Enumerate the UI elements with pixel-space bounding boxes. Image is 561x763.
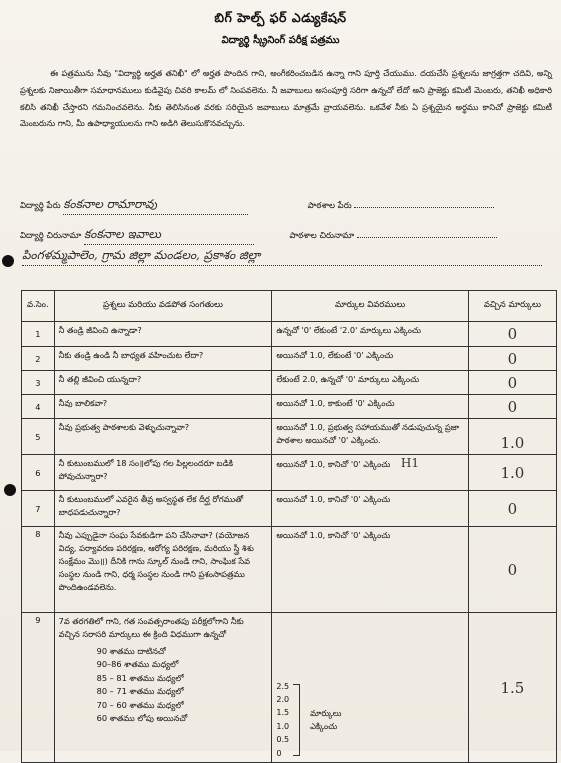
table-row xyxy=(22,455,557,491)
address-line2-row xyxy=(22,248,550,266)
scale-value: 2.0 xyxy=(276,694,290,704)
score-value: 0 xyxy=(507,349,518,368)
marks-rule-cell: అయినచో 1.0, కానిచో '0' ఎక్కించు xyxy=(272,491,468,527)
score-cell[interactable] xyxy=(468,371,556,395)
table-row xyxy=(22,395,557,419)
student-address-field[interactable] xyxy=(84,227,254,245)
address-line2-field[interactable] xyxy=(22,248,542,266)
row-number: 6 xyxy=(22,455,55,491)
score-cell[interactable] xyxy=(468,419,556,455)
marks-scale xyxy=(276,680,289,760)
table-row xyxy=(22,322,557,347)
grade-item: 90–86 శాతము మధ్యలో xyxy=(96,659,179,670)
grade-item: 70 – 60 శాతము మధ్యలో xyxy=(96,699,184,710)
col-header-serial: వ.సెం. xyxy=(22,291,55,322)
question-cell: నీవు ప్రభుత్వ పాఠశాలకు వెళ్ళుచున్నావా? xyxy=(54,419,272,455)
grade-item: 80 – 71 శాతము మధ్యలో xyxy=(96,686,184,697)
table-row xyxy=(22,527,557,613)
marks-rule-cell: ఉన్నచో '0' లేకుంటే '2.0' మార్కులు ఎక్కించు xyxy=(272,322,468,347)
score-value: 0 xyxy=(507,325,518,343)
table-row xyxy=(22,613,557,763)
punch-hole-bottom xyxy=(4,484,16,496)
row-number: 1 xyxy=(22,322,55,347)
row-number: 8 xyxy=(22,527,55,613)
table-row xyxy=(22,371,557,395)
screening-table xyxy=(21,290,557,763)
school-address-label: పాఠశాల చిరునామా xyxy=(289,231,355,241)
table-header-row xyxy=(22,291,557,322)
marks-rule-text: అయినచో 1.0, కానిచో '0' ఎక్కించు xyxy=(276,459,391,469)
score-cell[interactable] xyxy=(468,455,556,491)
row-number: 3 xyxy=(22,371,55,395)
form-subtitle: విద్యార్థి స్క్రీనింగ్ పరీక్ష పత్రము xyxy=(221,35,340,46)
scale-value: 1.5 xyxy=(276,708,290,718)
question-cell: నీకు తండ్రి ఉండి నీ బాధ్యత వహించుట లేదా? xyxy=(54,347,272,371)
student-address-value: కంకనాల ఇవాలు xyxy=(84,227,161,241)
table-row xyxy=(22,347,557,371)
score-cell[interactable] xyxy=(468,613,556,763)
scale-value: 0 xyxy=(276,748,282,758)
score-value: 1.5 xyxy=(500,678,525,697)
table-row xyxy=(22,491,557,527)
marks-rule-cell: అయినచో 1.0, కాకుంటే '0' ఎక్కించు xyxy=(272,395,468,419)
student-name-value: కంకనాల రామారావు xyxy=(63,197,157,211)
student-address-label: విద్యార్థి చిరునామా xyxy=(20,231,82,241)
address-line2-value: పింగళమ్మపాలెం, గ్రామ జిల్లా మండలం, ప్రకాశం జిల్లా xyxy=(22,248,261,262)
score-cell[interactable] xyxy=(468,322,556,347)
grade-item: 85 – 81 శాతము మధ్యలో xyxy=(96,672,184,683)
col-header-marks-details: మార్కుల వివరములు xyxy=(272,291,468,322)
score-value: 1.0 xyxy=(500,434,525,452)
score-value: 0 xyxy=(507,499,518,518)
question-cell xyxy=(54,613,272,763)
score-value: 0 xyxy=(507,373,518,392)
score-value: 0 xyxy=(507,397,518,416)
row-number: 2 xyxy=(22,347,55,371)
question-cell: నీ కుటుంబములో 18 సం॥లోపు గల పిల్లలందరూ బడికి పోవుచున్నారా? xyxy=(54,455,272,491)
score-value: 0 xyxy=(507,560,518,579)
school-name-label: పాఠశాల పేరు xyxy=(307,201,352,211)
scale-bracket xyxy=(293,684,300,756)
question-cell: నీ తండ్రి జీవించి ఉన్నాడా? xyxy=(54,322,272,347)
marks-rule-cell: లేకుంటే 2.0, ఉన్నచో '0' మార్కులు ఎక్కించు xyxy=(272,371,468,395)
form-title: బిగ్ హెల్ప్ ఫర్ ఎడ్యుకేషన్ xyxy=(214,10,347,25)
marks-enter-text: మార్కులు ఎక్కించు xyxy=(310,707,342,731)
school-address-field[interactable] xyxy=(357,237,497,238)
punch-hole-top xyxy=(2,255,14,267)
score-cell[interactable] xyxy=(468,491,556,527)
scale-value: 1.0 xyxy=(276,721,290,731)
grade-item: 60 శాతము లోపు అయినచో xyxy=(96,713,188,724)
marks-rule-cell: అయినచో 1.0, ప్రభుత్వ సహాయముతో నడుపుచున్న ప్రజా పాఠశాల అయినచో '0' ఎక్కించు. xyxy=(272,419,468,455)
score-cell[interactable] xyxy=(468,347,556,371)
marks-rule-cell xyxy=(272,613,468,763)
question-cell: నీవు బాలికవా? xyxy=(54,395,272,419)
marks-rule-cell xyxy=(272,455,468,491)
instructions-paragraph: ఈ పత్రమును నీవు "విద్యార్థి అర్హత తనిఖీ" లో అర్హత పొందిన గాని, అంగీకరించబడిన ఉన్నా గాని పూర్తి చేయుము. దయచేసి ప్రశ్నలను జాగ్రత్తగా చదివి, అన్ని ప్రశ్నలకు నిజాయితీగా సమాధానములు కుడివైపు చివరి కాలమ్ లో నింపవలెను. నీ జవాబులు అసంపూర్తి సరిగా ఉన్నచో లేదో అని ప్రాజెక్టు కమిటీ మెంబరు, తనిఖీ అధికారి కలిసి తనిఖీ చేస్తారని గమనించవలెను. నీకు తెలిసినంత వరకు సరియైన జవాబులు మాత్రమే వ్రాయవలెను. ఒకవేళ నీకు ఏ ప్రశ్నయైన అర్థము కానిచో ప్రాజెక్టు కమిటీ మెంబరును గాని, మీ ఉపాధ్యాయులను గాని అడిగి తెలుసుకొనవచ్చును. xyxy=(20,68,552,129)
table-row xyxy=(22,419,557,455)
scale-value: 2.5 xyxy=(276,681,290,691)
row-number: 7 xyxy=(22,491,55,527)
row-number: 9 xyxy=(22,613,55,763)
question-cell: నీ కుటుంబములో ఎవరైన తీవ్ర అస్వస్థత లేక దీర్ఘ రోగముతో బాధపడుచున్నారా? xyxy=(54,491,272,527)
student-name-label: విద్యార్థి పేరు xyxy=(20,201,61,211)
row-number: 4 xyxy=(22,395,55,419)
student-name-field[interactable] xyxy=(63,197,248,215)
margin-annotation: H1 xyxy=(400,456,420,470)
score-cell[interactable] xyxy=(468,395,556,419)
question-text: 7వ తరగతిలో గాని, గత సంవత్సరాంతపు పరీక్షలోగాని నీకు వచ్చిన సరాసరి మార్కులు ఈ క్రింది విధముగా ఉన్నచో xyxy=(58,616,244,639)
student-address-row xyxy=(20,227,550,245)
grade-list xyxy=(59,645,268,725)
marks-rule-cell: అయినచో 1.0, కానిచో '0' ఎక్కించు xyxy=(272,527,468,613)
col-header-marks-obtained: వచ్చిన మార్కులు xyxy=(468,291,556,322)
col-header-questions: ప్రశ్నలు మరియు వడపోత సంగతులు xyxy=(54,291,272,322)
school-name-field[interactable] xyxy=(354,207,494,208)
question-cell: నీ తల్లి జీవించి యున్నదా? xyxy=(54,371,272,395)
student-name-row xyxy=(20,197,550,215)
row-number: 5 xyxy=(22,419,55,455)
question-cell: నీవు ఎప్పుడైనా సంఘ సేవకుడిగా పని చేసినావా? (వయోజన విద్య, పర్యావరణ పరిరక్షణ, ఆరోగ్య పరిరక్షణ, మరియు స్త్రీ శిశు సంక్షేమం మొ॥) దీనికి గాను స్కూల్ నుండి గాని, సాంఘిక సేవ సంస్థల నుండి గాని, ధర్మ సంస్థల నుండి గాని ప్రశంసాపత్రము పొందిఉండవలెను. xyxy=(54,527,272,613)
score-value: 1.0 xyxy=(500,463,525,482)
scale-value: 0.5 xyxy=(276,735,290,745)
grade-item: 90 శాతము దాటినచో xyxy=(96,646,166,656)
score-cell[interactable] xyxy=(468,527,556,613)
marks-rule-cell: అయినచో 1.0, లేకుంటే '0' ఎక్కించు xyxy=(272,347,468,371)
